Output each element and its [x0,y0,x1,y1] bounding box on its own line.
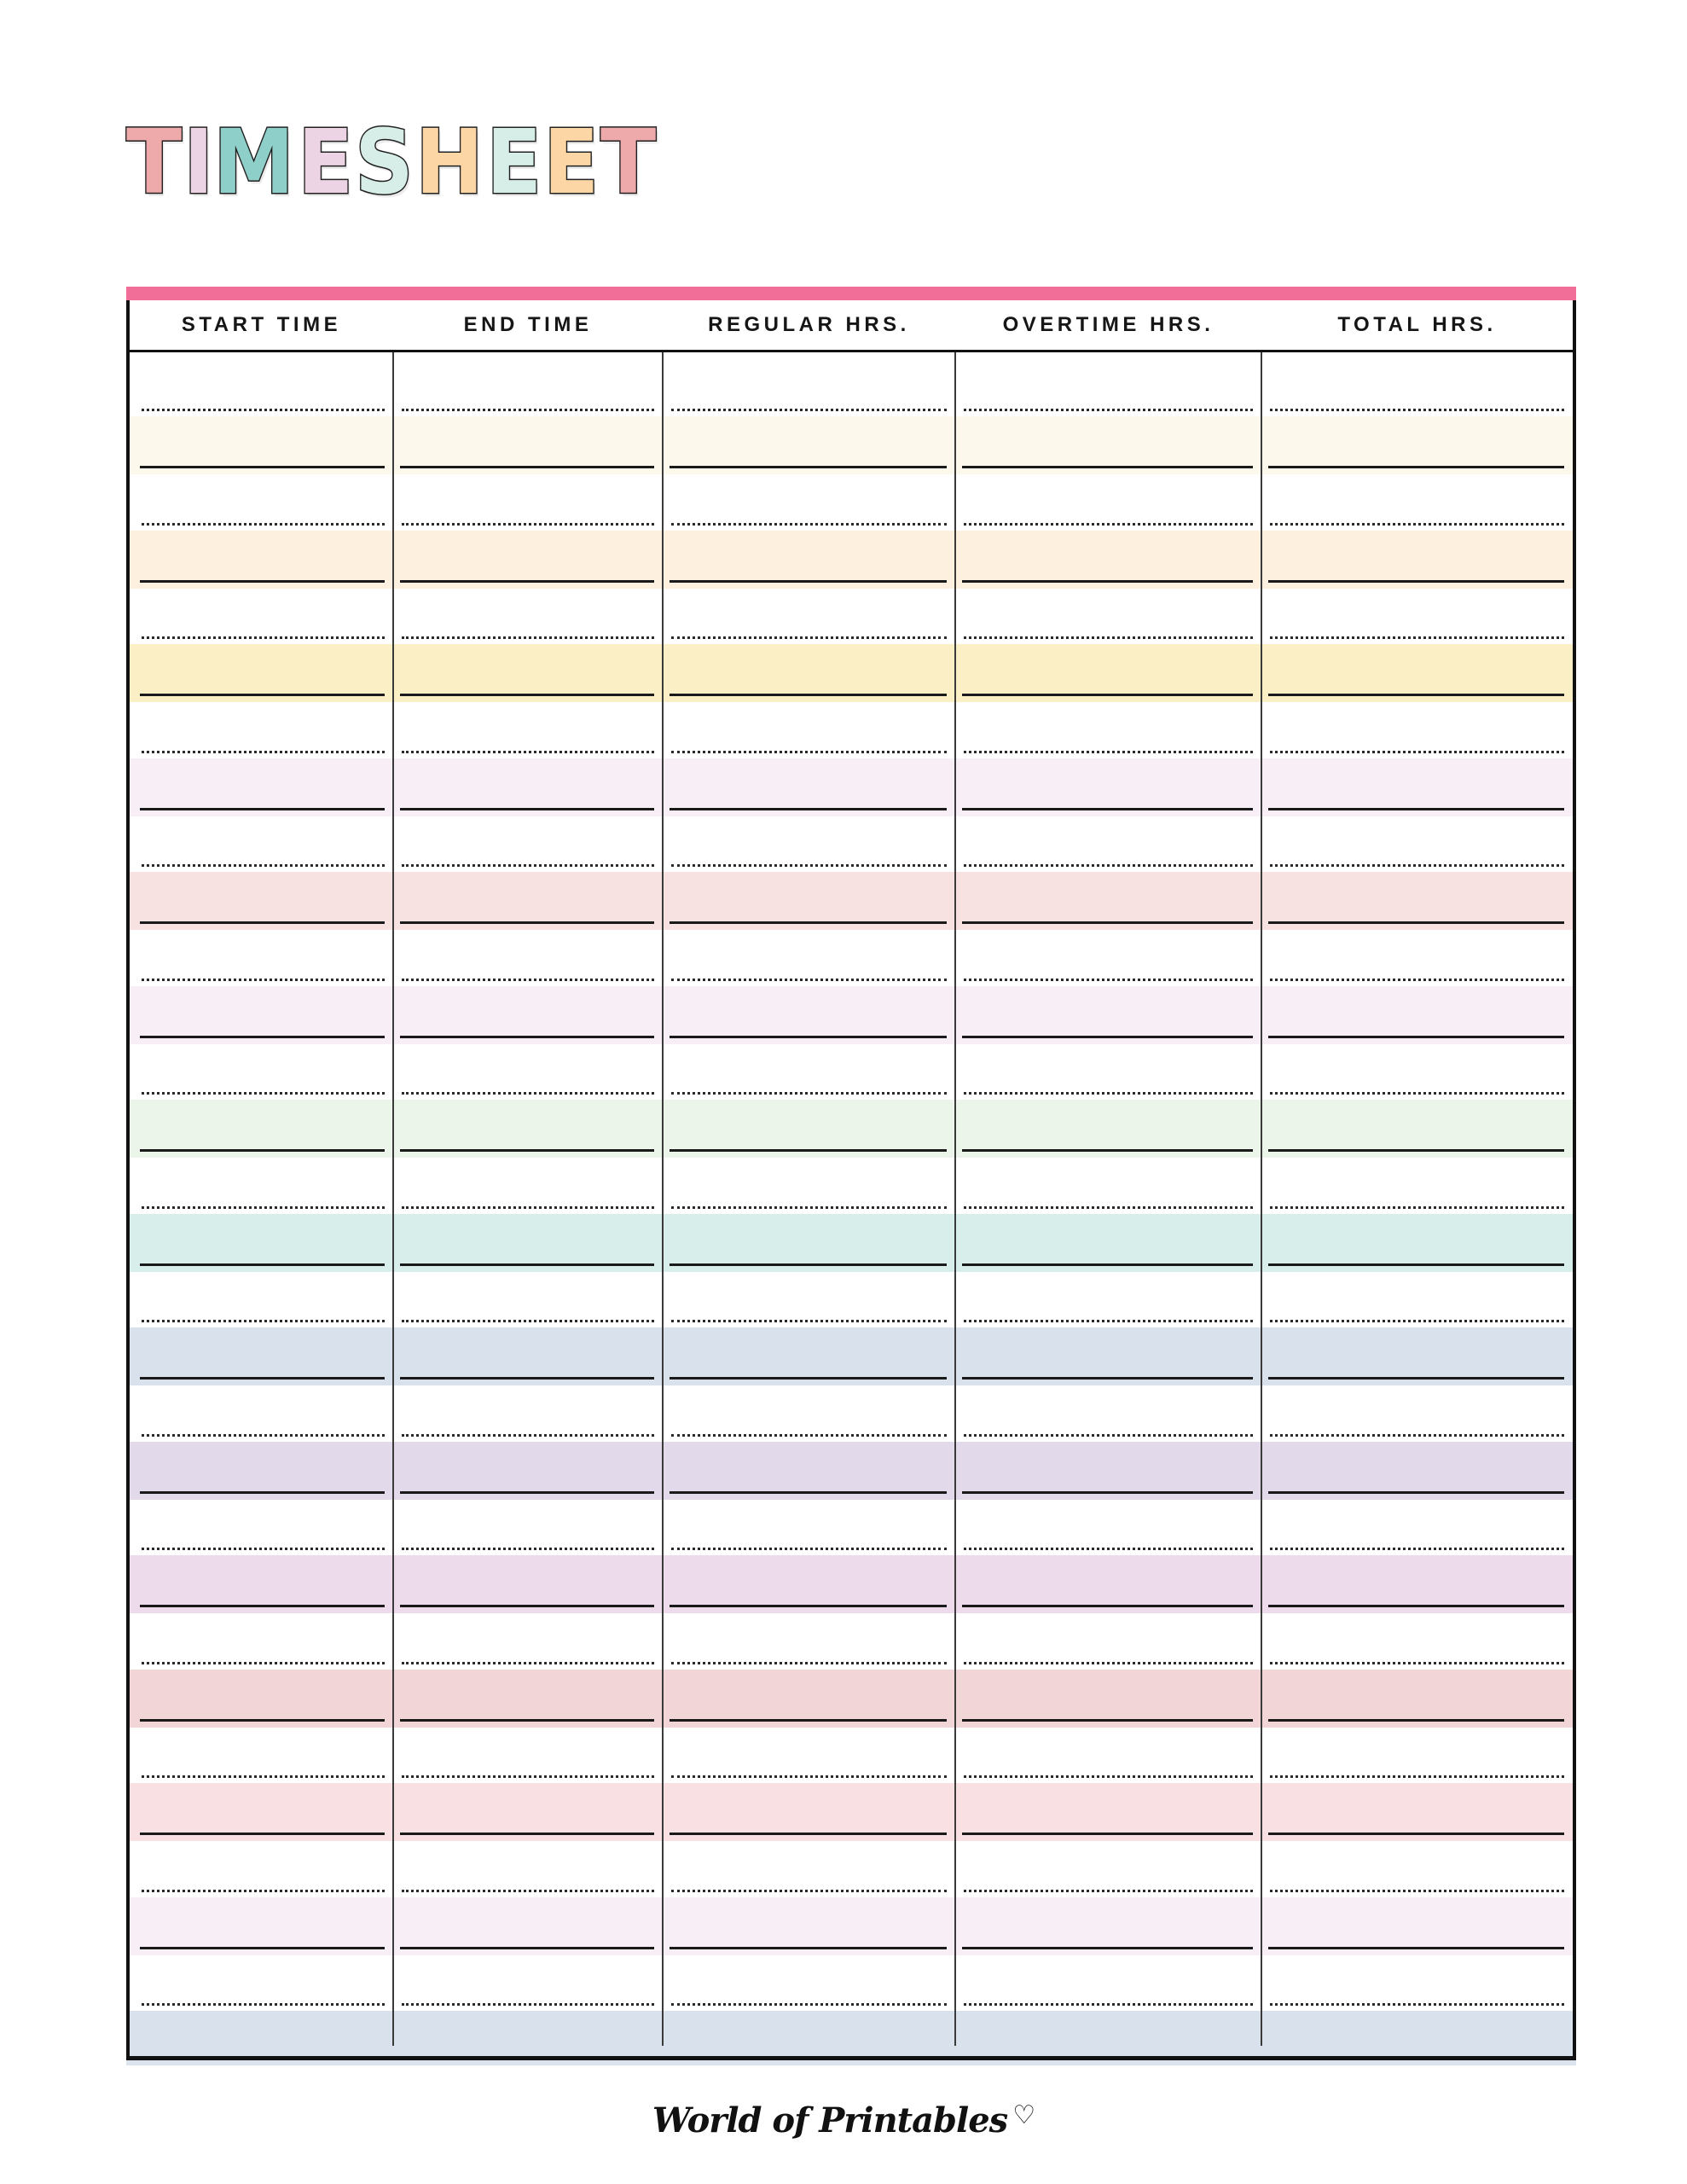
entry-guide-dotted [142,1548,385,1550]
entry-guide-dotted [142,1434,385,1437]
entry-guide-dotted [964,2003,1253,2006]
footer-brand [0,2100,1687,2140]
title-letter: T [600,110,657,214]
entry-guide-dotted [964,751,1253,753]
entry-field-total[interactable] [1268,694,1564,696]
entry-field-end[interactable] [400,1036,654,1038]
entry-field-total[interactable] [1268,466,1564,468]
heart-outline-icon: ♡ [1012,2100,1035,2130]
column-divider [1261,352,1262,2046]
entry-field-end[interactable] [400,1833,654,1835]
entry-field-overtime[interactable] [962,1377,1253,1380]
column-divider [662,352,664,2046]
entry-guide-dotted [402,979,654,981]
column-header: REGULAR HRS. [708,313,910,336]
entry-field-start[interactable] [140,580,385,583]
entry-guide-dotted [402,1662,654,1664]
entry-guide-dotted [142,523,385,526]
entry-field-start[interactable] [140,1263,385,1266]
entry-guide-dotted [1270,1662,1564,1664]
entry-guide-dotted [1270,751,1564,753]
entry-field-regular[interactable] [670,1605,947,1607]
entry-guide-dotted [402,1548,654,1550]
entry-field-overtime[interactable] [962,921,1253,924]
column-divider [954,352,956,2046]
entry-guide-dotted [671,409,947,411]
entry-field-overtime[interactable] [962,1605,1253,1607]
entry-field-start[interactable] [140,921,385,924]
entry-field-regular[interactable] [670,1719,947,1722]
entry-field-total[interactable] [1268,1605,1564,1607]
entry-guide-dotted [964,1092,1253,1095]
entry-field-total[interactable] [1268,1833,1564,1835]
entry-field-start[interactable] [140,808,385,810]
entry-guide-dotted [1270,1092,1564,1095]
entry-field-end[interactable] [400,1947,654,1949]
entry-guide-dotted [402,2003,654,2006]
entry-field-regular[interactable] [670,808,947,810]
page-title [126,110,657,214]
entry-guide-dotted [1270,1890,1564,1892]
entry-field-overtime[interactable] [962,1149,1253,1152]
entry-field-regular[interactable] [670,1377,947,1380]
entry-guide-dotted [1270,2003,1564,2006]
entry-guide-dotted [671,1662,947,1664]
entry-guide-dotted [402,1775,654,1778]
entry-field-end[interactable] [400,921,654,924]
entry-guide-dotted [142,2003,385,2006]
entry-guide-dotted [964,1434,1253,1437]
entry-field-regular[interactable] [670,580,947,583]
entry-field-regular[interactable] [670,1149,947,1152]
entry-guide-dotted [671,979,947,981]
timesheet-table [126,300,1576,2060]
entry-guide-dotted [671,864,947,867]
entry-field-end[interactable] [400,808,654,810]
entry-field-overtime[interactable] [962,1491,1253,1494]
entry-guide-dotted [142,864,385,867]
entry-guide-dotted [671,523,947,526]
entry-guide-dotted [964,409,1253,411]
entry-field-end[interactable] [400,1263,654,1266]
entry-field-regular[interactable] [670,1947,947,1949]
entry-guide-dotted [1270,409,1564,411]
entry-field-total[interactable] [1268,1036,1564,1038]
entry-field-regular[interactable] [670,1833,947,1835]
entry-guide-dotted [964,1548,1253,1550]
entry-guide-dotted [402,1320,654,1322]
entry-guide-dotted [402,409,654,411]
entry-field-end[interactable] [400,1149,654,1152]
entry-guide-dotted [142,1206,385,1209]
entry-field-start[interactable] [140,1491,385,1494]
entry-guide-dotted [964,1890,1253,1892]
entry-guide-dotted [671,1092,947,1095]
column-divider [392,352,394,2046]
entry-guide-dotted [1270,1548,1564,1550]
entry-field-start[interactable] [140,1947,385,1949]
table-header-row [130,300,1573,352]
entry-guide-dotted [964,1206,1253,1209]
entry-guide-dotted [1270,1775,1564,1778]
entry-field-regular[interactable] [670,921,947,924]
entry-guide-dotted [402,636,654,639]
entry-guide-dotted [402,751,654,753]
entry-guide-dotted [142,409,385,411]
entry-field-end[interactable] [400,466,654,468]
entry-field-regular[interactable] [670,1263,947,1266]
entry-guide-dotted [964,864,1253,867]
entry-field-overtime[interactable] [962,580,1253,583]
accent-bar [126,287,1576,300]
entry-guide-dotted [964,1775,1253,1778]
entry-guide-dotted [964,636,1253,639]
entry-guide-dotted [964,1320,1253,1322]
entry-field-total[interactable] [1268,1149,1564,1152]
entry-field-regular[interactable] [670,1491,947,1494]
entry-field-overtime[interactable] [962,1036,1253,1038]
title-letter: M [212,110,294,214]
entry-guide-dotted [402,1890,654,1892]
entry-guide-dotted [142,1092,385,1095]
entry-field-overtime[interactable] [962,466,1253,468]
entry-field-overtime[interactable] [962,1263,1253,1266]
entry-guide-dotted [671,1434,947,1437]
entry-field-overtime[interactable] [962,1719,1253,1722]
entry-guide-dotted [671,1775,947,1778]
entry-guide-dotted [402,1206,654,1209]
entry-field-end[interactable] [400,580,654,583]
entry-guide-dotted [964,523,1253,526]
entry-guide-dotted [402,1092,654,1095]
entry-field-total[interactable] [1268,1263,1564,1266]
entry-guide-dotted [142,636,385,639]
entry-guide-dotted [402,523,654,526]
entry-guide-dotted [142,1662,385,1664]
entry-guide-dotted [402,1434,654,1437]
entry-guide-dotted [142,1890,385,1892]
entry-field-total[interactable] [1268,921,1564,924]
row-color-band [130,2011,1573,2056]
entry-field-start[interactable] [140,1833,385,1835]
entry-field-end[interactable] [400,1377,654,1380]
entry-guide-dotted [671,1890,947,1892]
entry-field-start[interactable] [140,466,385,468]
entry-field-regular[interactable] [670,466,947,468]
entry-field-regular[interactable] [670,694,947,696]
title-letter: E [298,110,354,214]
entry-field-start[interactable] [140,1149,385,1152]
column-header: START TIME [181,313,342,336]
entry-field-total[interactable] [1268,808,1564,810]
entry-field-start[interactable] [140,1719,385,1722]
entry-field-end[interactable] [400,1719,654,1722]
entry-guide-dotted [402,864,654,867]
title-letter: T [126,110,183,214]
entry-guide-dotted [142,751,385,753]
entry-field-overtime[interactable] [962,1947,1253,1949]
entry-guide-dotted [671,636,947,639]
entry-guide-dotted [142,1320,385,1322]
entry-field-start[interactable] [140,1036,385,1038]
entry-guide-dotted [671,1206,947,1209]
title-letter: H [415,110,484,214]
title-letter: S [355,110,415,214]
entry-field-overtime[interactable] [962,808,1253,810]
entry-guide-dotted [964,979,1253,981]
entry-guide-dotted [1270,523,1564,526]
entry-guide-dotted [671,1548,947,1550]
entry-guide-dotted [1270,1206,1564,1209]
entry-guide-dotted [142,979,385,981]
entry-field-start[interactable] [140,1605,385,1607]
entry-guide-dotted [142,1775,385,1778]
entry-field-end[interactable] [400,694,654,696]
entry-field-end[interactable] [400,1491,654,1494]
title-letter: I [183,110,214,214]
entry-field-start[interactable] [140,1377,385,1380]
entry-field-end[interactable] [400,1605,654,1607]
entry-guide-dotted [1270,636,1564,639]
entry-guide-dotted [671,2003,947,2006]
entry-field-regular[interactable] [670,1036,947,1038]
title-letter: E [486,110,542,214]
entry-field-overtime[interactable] [962,694,1253,696]
entry-guide-dotted [1270,1320,1564,1322]
brand-name: World of Printables [652,2100,1008,2140]
entry-guide-dotted [671,751,947,753]
column-header: TOTAL HRS. [1337,313,1497,336]
entry-guide-dotted [671,1320,947,1322]
column-header: OVERTIME HRS. [1002,313,1215,336]
entry-field-total[interactable] [1268,1947,1564,1949]
title-letter: E [543,110,600,214]
entry-field-overtime[interactable] [962,1833,1253,1835]
entry-field-total[interactable] [1268,580,1564,583]
entry-field-total[interactable] [1268,1719,1564,1722]
entry-field-total[interactable] [1268,1491,1564,1494]
entry-guide-dotted [964,1662,1253,1664]
timesheet-table-container [126,287,1576,2060]
entry-field-total[interactable] [1268,1377,1564,1380]
entry-guide-dotted [1270,979,1564,981]
entry-guide-dotted [1270,1434,1564,1437]
entry-field-start[interactable] [140,694,385,696]
entry-guide-dotted [1270,864,1564,867]
column-header: END TIME [463,313,593,336]
